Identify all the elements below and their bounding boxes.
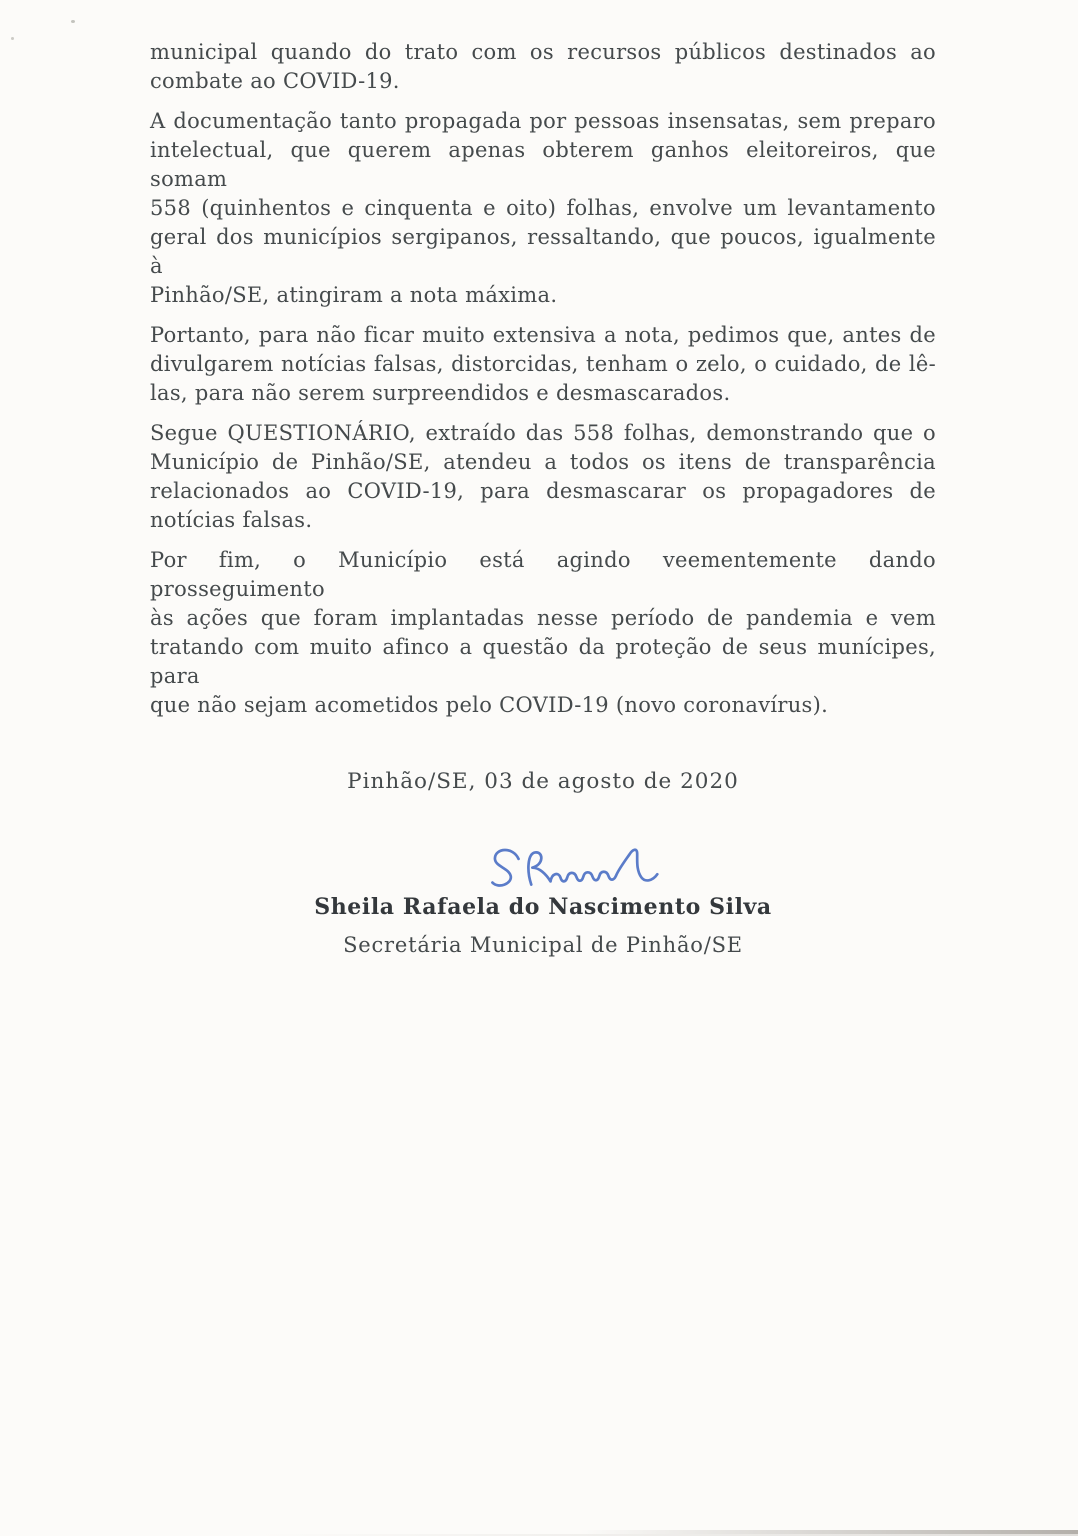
date-line: Pinhão/SE, 03 de agosto de 2020 — [347, 769, 739, 794]
signatory-name: Sheila Rafaela do Nascimento Silva — [314, 894, 772, 920]
scan-speck — [71, 20, 75, 23]
text-line: Segue QUESTIONÁRIO, extraído das 558 folhas, demonstrando que o — [150, 421, 936, 445]
text-line: municipal quando do trato com os recursos públicos destinados ao — [150, 40, 936, 64]
text-line: las, para não serem surpreendidos e desmascarados. — [150, 381, 731, 405]
text-line: Por fim, o Município está agindo veementemente dando prosseguimento — [150, 548, 936, 601]
text-line: A documentação tanto propagada por pessoas insensatas, sem preparo — [150, 109, 936, 133]
scan-speck — [11, 37, 14, 40]
handwritten-signature-icon — [484, 837, 672, 907]
paragraph — [150, 321, 936, 408]
paragraph — [150, 38, 936, 96]
text-line: intelectual, que querem apenas obterem ganhos eleitoreiros, que somam — [150, 138, 936, 191]
text-line: às ações que foram implantadas nesse período de pandemia e vem — [150, 606, 936, 630]
text-line: que não sejam acometidos pelo COVID-19 (novo coronavírus). — [150, 693, 829, 717]
scan-edge-shadow — [578, 1530, 1078, 1534]
text-line: divulgarem notícias falsas, distorcidas, tenham o zelo, o cuidado, de lê- — [150, 352, 936, 376]
text-line: notícias falsas. — [150, 508, 313, 532]
text-line: relacionados ao COVID-19, para desmascarar os propagadores de — [150, 479, 936, 503]
paragraph — [150, 419, 936, 535]
document-body — [150, 38, 936, 957]
text-line: Pinhão/SE, atingiram a nota máxima. — [150, 283, 558, 307]
signature-block — [150, 894, 936, 957]
paragraph — [150, 546, 936, 720]
text-line: combate ao COVID-19. — [150, 69, 400, 93]
body-paragraphs — [150, 38, 936, 720]
text-line: Município de Pinhão/SE, atendeu a todos os itens de transparência — [150, 450, 936, 474]
text-line: geral dos municípios sergipanos, ressaltando, que poucos, igualmente à — [150, 225, 936, 278]
signatory-title: Secretária Municipal de Pinhão/SE — [343, 933, 743, 957]
text-line: tratando com muito afinco a questão da proteção de seus munícipes, para — [150, 635, 936, 688]
text-line: Portanto, para não ficar muito extensiva a nota, pedimos que, antes de — [150, 323, 936, 347]
text-line: 558 (quinhentos e cinquenta e oito) folhas, envolve um levantamento — [150, 196, 936, 220]
paragraph — [150, 107, 936, 310]
